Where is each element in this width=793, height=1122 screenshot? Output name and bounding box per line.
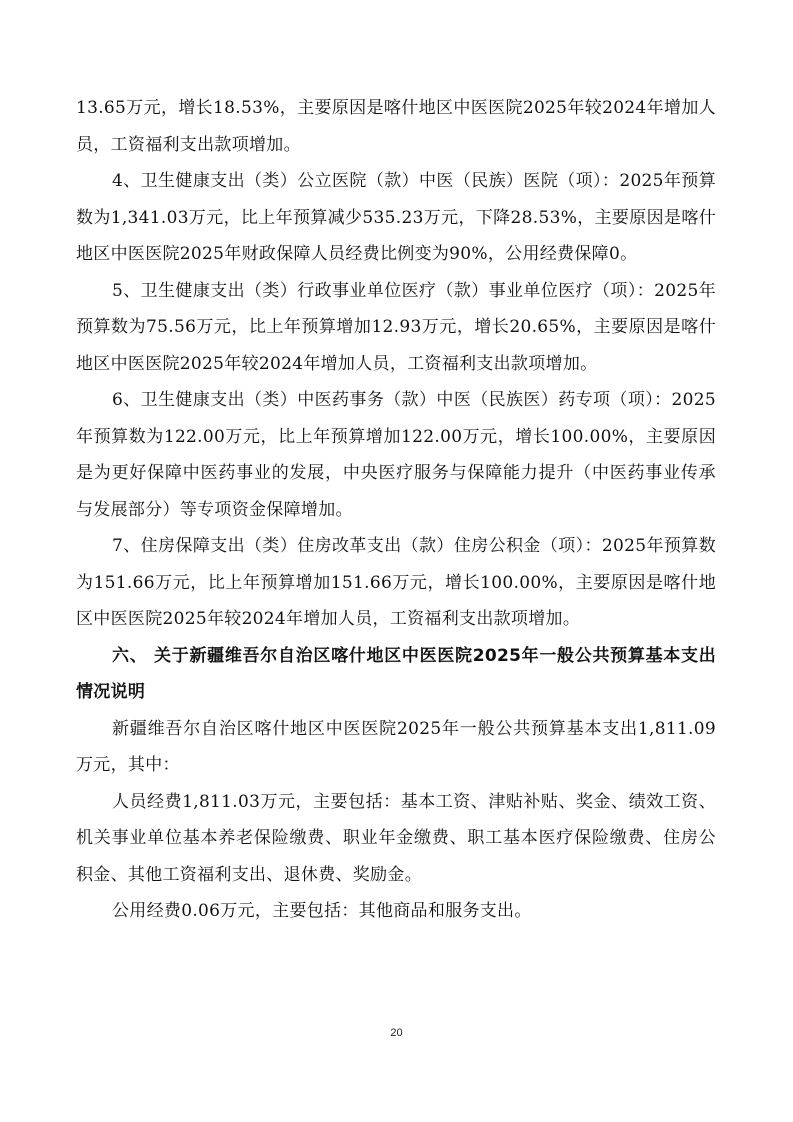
document-body [76, 90, 716, 930]
paragraph-continuation: 13.65万元，增长18.53%，主要原因是喀什地区中医医院2025年较2024年增加人员，工资福利支出款项增加。 [76, 98, 716, 155]
paragraph-personnel-expenses: 人员经费1,811.03万元，主要包括：基本工资、津贴补贴、奖金、绩效工资、机关事业单位基本养老保险缴费、职业年金缴费、职工基本医疗保险缴费、住房公积金、其他工资福利支出、退休费、奖励金。 [76, 791, 716, 885]
paragraph-item-5: 5、卫生健康支出（类）行政事业单位医疗（款）事业单位医疗（项）：2025年预算数为75.56万元，比上年预算增加12.93万元，增长20.65%，主要原因是喀什地区中医医院2025年较2024年增加人员，工资福利支出款项增加。 [76, 280, 716, 374]
paragraph-item-6: 6、卫生健康支出（类）中医药事务（款）中医（民族医）药专项（项）：2025年预算数为122.00万元，比上年预算增加122.00万元，增长100.00%，主要原因是为更好保障中医药事业的发展，中央医疗服务与保障能力提升（中医药事业传承与发展部分）等专项资金保障增加。 [76, 390, 716, 520]
paragraph-item-7: 7、住房保障支出（类）住房改革支出（款）住房公积金（项）：2025年预算数为151.66万元，比上年预算增加151.66万元，增长100.00%，主要原因是喀什地区中医医院2025年较2024年增加人员，工资福利支出款项增加。 [76, 536, 716, 629]
page-number: 20 [390, 1027, 403, 1039]
paragraph-item-4: 4、卫生健康支出（类）公立医院（款）中医（民族）医院（项）：2025年预算数为1,341.03万元，比上年预算减少535.23万元，下降28.53%，主要原因是喀什地区中医医院2025年财政保障人员经费比例变为90%，公用经费保障0。 [76, 171, 716, 264]
section-heading: 六、 关于新疆维吾尔自治区喀什地区中医医院2025年一般公共预算基本支出情况说明 [76, 645, 716, 702]
paragraph-basic-expenditure: 新疆维吾尔自治区喀什地区中医医院2025年一般公共预算基本支出1,811.09万元，其中： [76, 718, 716, 775]
paragraph-public-expenses: 公用经费0.06万元，主要包括：其他商品和服务支出。 [112, 901, 532, 921]
